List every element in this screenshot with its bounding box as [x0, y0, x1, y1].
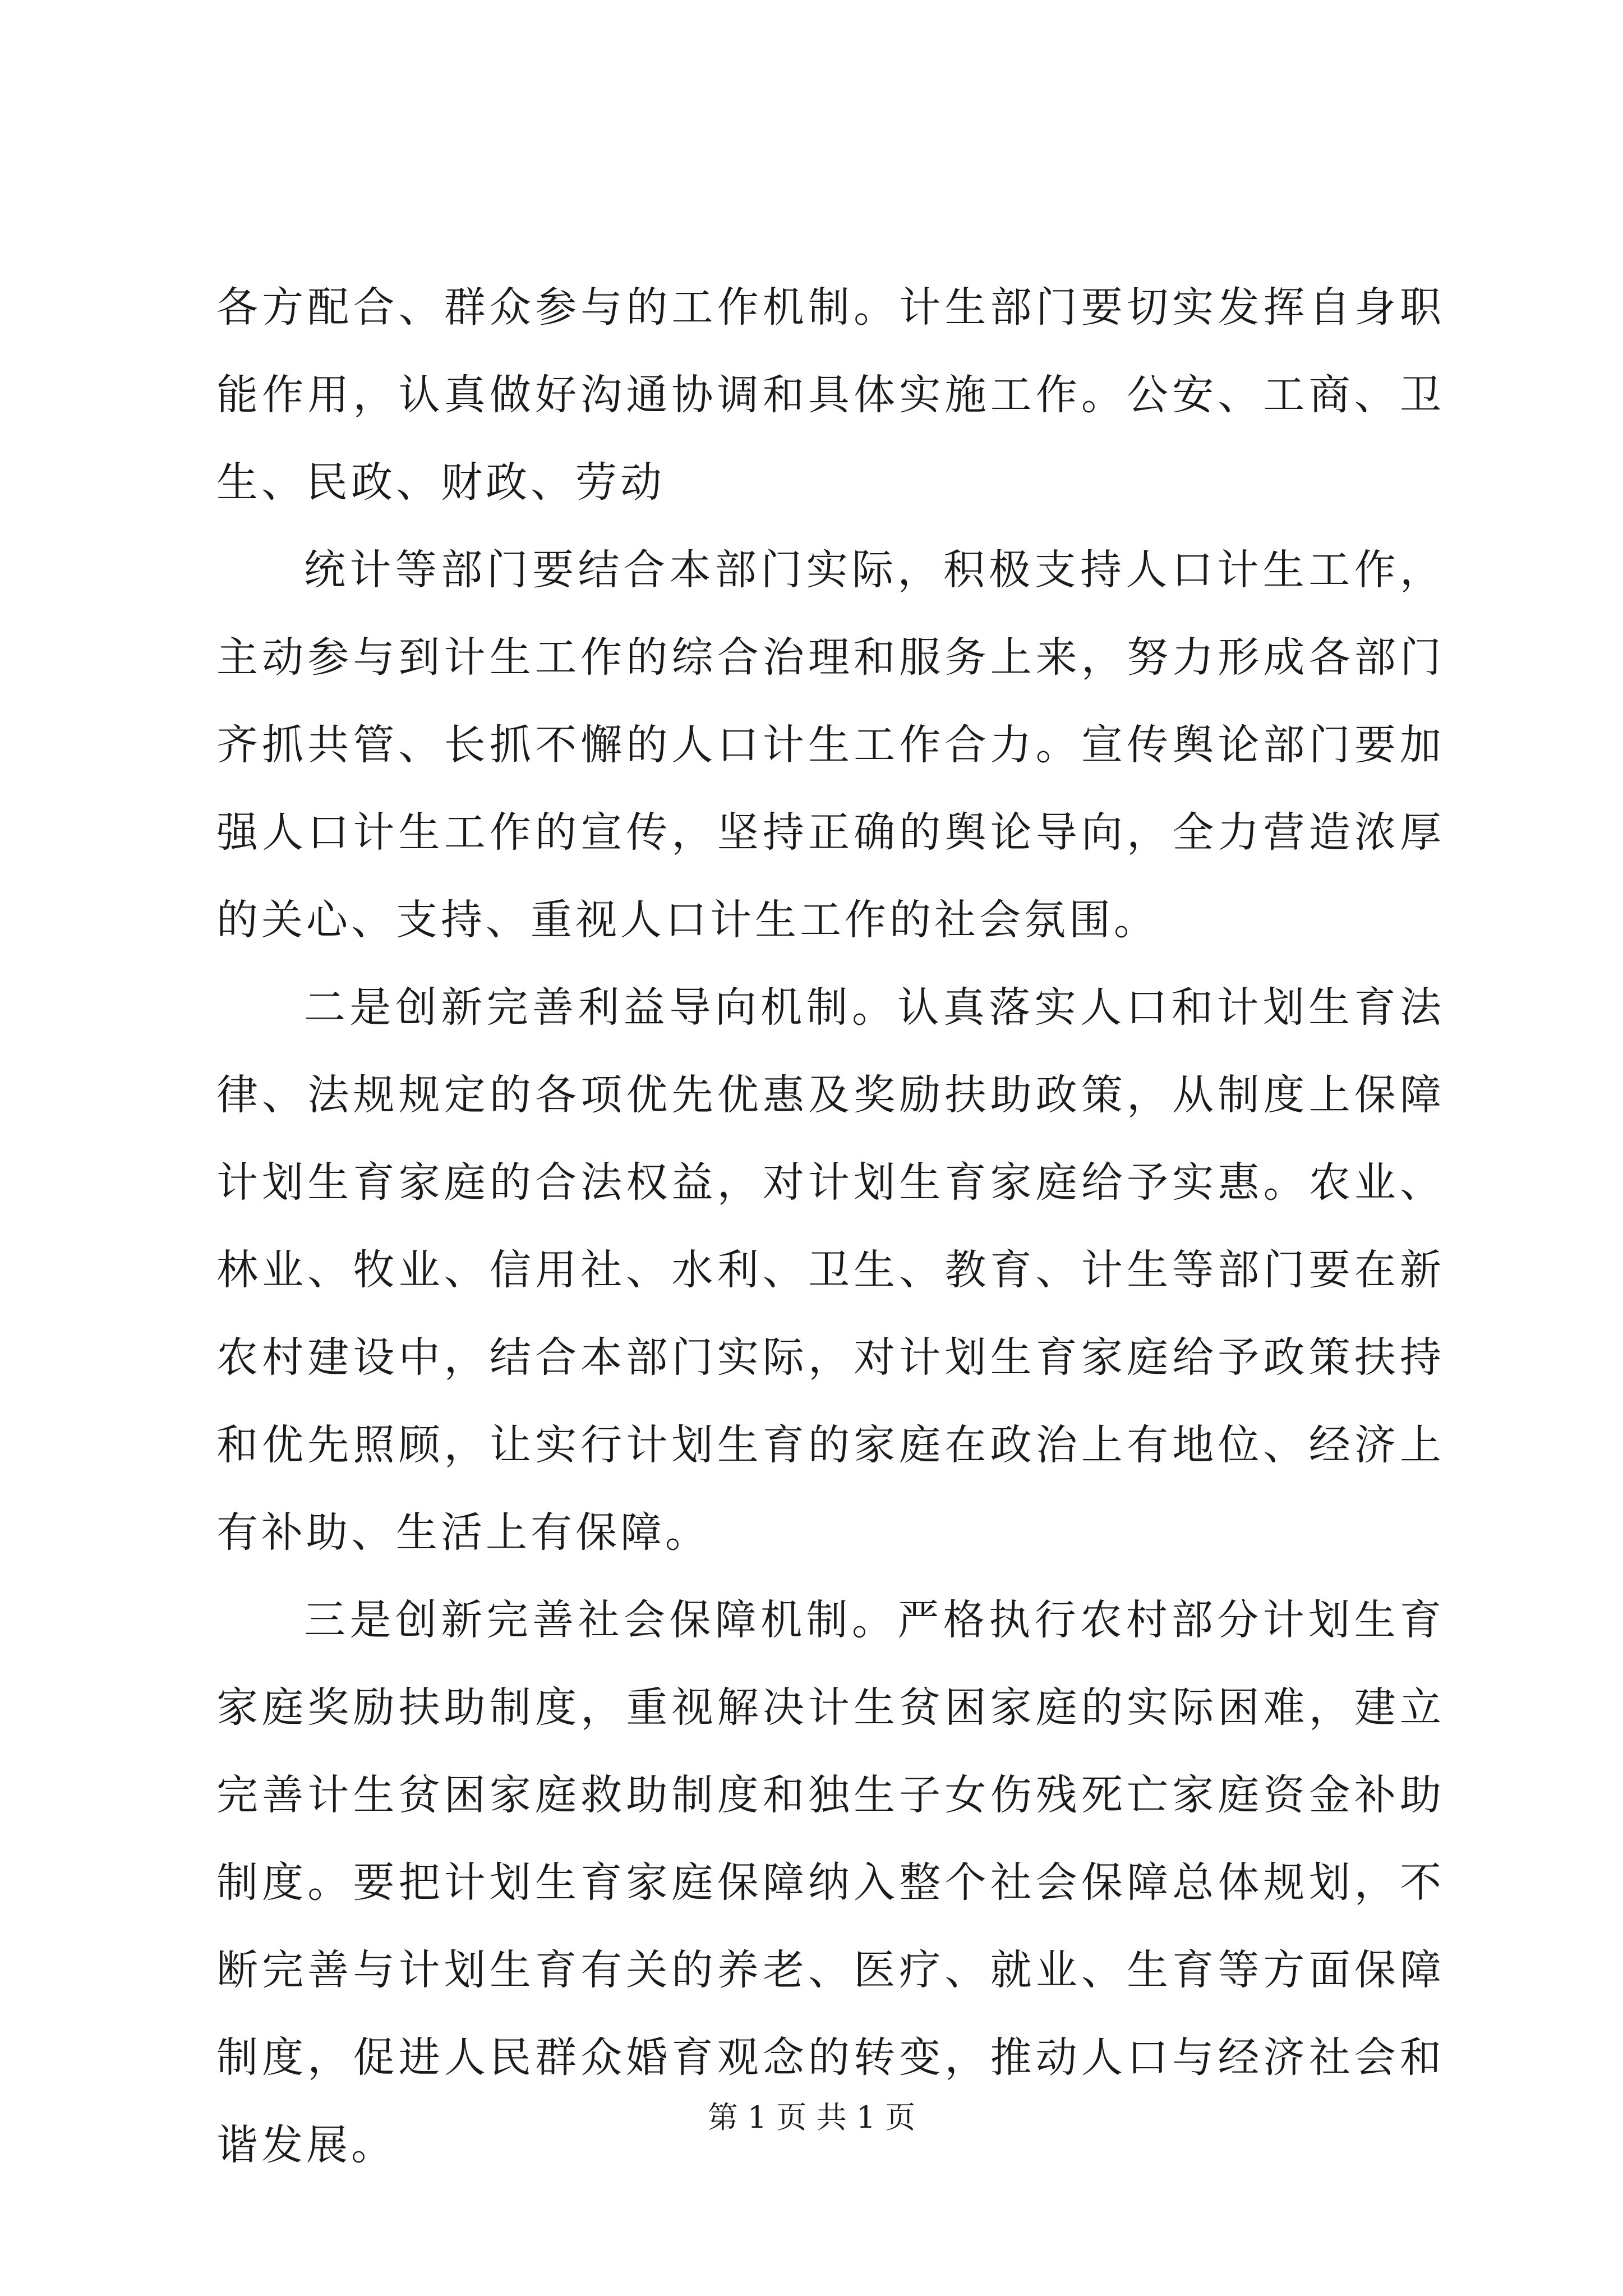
- paragraph-3: 二是创新完善利益导向机制。认真落实人口和计划生育法律、法规规定的各项优先优惠及奖励扶助政策，从制度上保障计划生育家庭的合法权益，对计划生育家庭给予实惠。农业、林业、牧业、信用社、水利、卫生、教育、计生等部门要在新农村建设中，结合本部门实际，对计划生育家庭给予政策扶持和优先照顾，让实行计划生育的家庭在政治上有地位、经济上有补助、生活上有保障。: [216, 983, 1445, 1557]
- paragraph-4: 三是创新完善社会保障机制。严格执行农村部分计划生育家庭奖励扶助制度，重视解决计生贫困家庭的实际困难，建立完善计生贫困家庭救助制度和独生子女伤残死亡家庭资金补助制度。要把计划生育家庭保障纳入整个社会保障总体规划，不断完善与计划生育有关的养老、医疗、就业、生育等方面保障制度，促进人民群众婚育观念的转变，推动人口与经济社会和谐发展。: [216, 1596, 1445, 2169]
- paragraph-2: 统计等部门要结合本部门实际，积极支持人口计生工作，主动参与到计生工作的综合治理和服务上来，努力形成各部门齐抓共管、长抓不懈的人口计生工作合力。宣传舆论部门要加强人口计生工作的宣传，坚持正确的舆论导向，全力营造浓厚的关心、支持、重视人口计生工作的社会氛围。: [216, 546, 1445, 944]
- document-body: [216, 264, 1445, 2189]
- page-footer: 第 1 页 共 1 页: [707, 2100, 916, 2135]
- paragraph-1: 各方配合、群众参与的工作机制。计生部门要切实发挥自身职能作用，认真做好沟通协调和具体实施工作。公安、工商、卫生、民政、财政、劳动: [216, 283, 1445, 507]
